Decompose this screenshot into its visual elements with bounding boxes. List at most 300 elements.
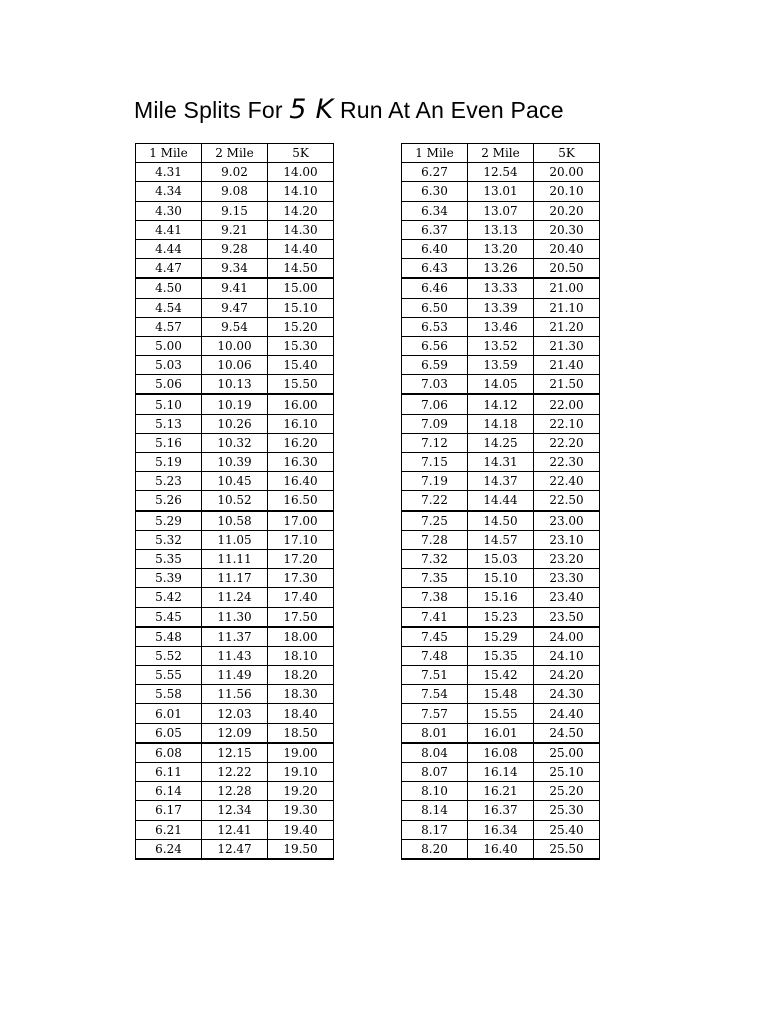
cell-5k: 14.50 <box>268 259 334 279</box>
cell-1-mile: 6.27 <box>402 163 468 182</box>
page-title <box>134 94 564 125</box>
cell-1-mile: 4.30 <box>136 201 202 220</box>
table-row <box>136 646 334 665</box>
table-row <box>402 394 600 414</box>
cell-2-mile: 10.06 <box>202 356 268 375</box>
table-row <box>136 239 334 258</box>
table-row <box>402 278 600 298</box>
cell-1-mile: 5.13 <box>136 414 202 433</box>
cell-1-mile: 7.51 <box>402 666 468 685</box>
table-row <box>136 472 334 491</box>
cell-2-mile: 13.46 <box>468 317 534 336</box>
cell-2-mile: 11.43 <box>202 646 268 665</box>
cell-5k: 23.10 <box>534 530 600 549</box>
cell-2-mile: 9.28 <box>202 239 268 258</box>
splits-table-left <box>135 143 334 860</box>
cell-2-mile: 10.45 <box>202 472 268 491</box>
cell-1-mile: 8.14 <box>402 801 468 820</box>
table-row <box>136 414 334 433</box>
cell-5k: 16.10 <box>268 414 334 433</box>
cell-2-mile: 13.59 <box>468 356 534 375</box>
cell-2-mile: 15.42 <box>468 666 534 685</box>
cell-5k: 22.10 <box>534 414 600 433</box>
cell-1-mile: 7.38 <box>402 588 468 607</box>
cell-2-mile: 15.35 <box>468 646 534 665</box>
table-row <box>136 259 334 279</box>
cell-1-mile: 5.52 <box>136 646 202 665</box>
cell-5k: 24.40 <box>534 704 600 723</box>
cell-1-mile: 6.05 <box>136 723 202 743</box>
cell-1-mile: 7.19 <box>402 472 468 491</box>
cell-5k: 18.10 <box>268 646 334 665</box>
table-row <box>402 801 600 820</box>
cell-1-mile: 6.46 <box>402 278 468 298</box>
cell-5k: 20.50 <box>534 259 600 279</box>
cell-5k: 25.30 <box>534 801 600 820</box>
cell-2-mile: 10.58 <box>202 511 268 531</box>
cell-1-mile: 4.41 <box>136 220 202 239</box>
table-row <box>402 549 600 568</box>
table-row <box>136 317 334 336</box>
cell-5k: 14.20 <box>268 201 334 220</box>
title-prefix: Mile Splits For <box>134 97 283 123</box>
cell-1-mile: 5.39 <box>136 569 202 588</box>
cell-1-mile: 4.50 <box>136 278 202 298</box>
cell-1-mile: 7.54 <box>402 685 468 704</box>
cell-2-mile: 16.34 <box>468 820 534 839</box>
cell-5k: 24.20 <box>534 666 600 685</box>
cell-1-mile: 6.30 <box>402 182 468 201</box>
cell-2-mile: 9.34 <box>202 259 268 279</box>
cell-5k: 23.50 <box>534 607 600 627</box>
cell-1-mile: 5.48 <box>136 627 202 647</box>
cell-2-mile: 11.56 <box>202 685 268 704</box>
cell-5k: 21.40 <box>534 356 600 375</box>
table-row <box>136 433 334 452</box>
cell-5k: 14.00 <box>268 163 334 182</box>
cell-1-mile: 5.45 <box>136 607 202 627</box>
cell-5k: 25.10 <box>534 763 600 782</box>
table-row <box>136 375 334 395</box>
cell-2-mile: 10.00 <box>202 336 268 355</box>
cell-1-mile: 7.28 <box>402 530 468 549</box>
cell-2-mile: 13.07 <box>468 201 534 220</box>
cell-2-mile: 15.03 <box>468 549 534 568</box>
cell-1-mile: 5.00 <box>136 336 202 355</box>
cell-2-mile: 13.01 <box>468 182 534 201</box>
cell-5k: 14.30 <box>268 220 334 239</box>
column-header-5k: 5K <box>268 144 334 163</box>
cell-5k: 21.50 <box>534 375 600 395</box>
cell-2-mile: 16.08 <box>468 743 534 763</box>
cell-5k: 16.50 <box>268 491 334 511</box>
table-row <box>136 453 334 472</box>
cell-2-mile: 11.49 <box>202 666 268 685</box>
cell-2-mile: 16.37 <box>468 801 534 820</box>
cell-5k: 18.40 <box>268 704 334 723</box>
cell-2-mile: 10.13 <box>202 375 268 395</box>
table-row <box>136 723 334 743</box>
cell-1-mile: 6.34 <box>402 201 468 220</box>
cell-5k: 18.00 <box>268 627 334 647</box>
cell-1-mile: 5.29 <box>136 511 202 531</box>
cell-2-mile: 15.10 <box>468 569 534 588</box>
table-row <box>402 607 600 627</box>
cell-2-mile: 9.47 <box>202 298 268 317</box>
cell-1-mile: 6.59 <box>402 356 468 375</box>
table-row <box>402 163 600 182</box>
cell-5k: 17.00 <box>268 511 334 531</box>
cell-1-mile: 6.40 <box>402 239 468 258</box>
cell-2-mile: 16.01 <box>468 723 534 743</box>
cell-1-mile: 7.09 <box>402 414 468 433</box>
table-row <box>136 569 334 588</box>
cell-1-mile: 4.57 <box>136 317 202 336</box>
cell-5k: 23.30 <box>534 569 600 588</box>
cell-5k: 23.00 <box>534 511 600 531</box>
cell-2-mile: 13.20 <box>468 239 534 258</box>
cell-5k: 15.10 <box>268 298 334 317</box>
cell-2-mile: 13.26 <box>468 259 534 279</box>
cell-5k: 22.50 <box>534 491 600 511</box>
table-row <box>136 839 334 859</box>
table-row <box>402 646 600 665</box>
cell-1-mile: 4.34 <box>136 182 202 201</box>
table-row <box>402 375 600 395</box>
cell-1-mile: 7.03 <box>402 375 468 395</box>
table-header-row <box>402 144 600 163</box>
cell-1-mile: 7.15 <box>402 453 468 472</box>
cell-2-mile: 16.40 <box>468 839 534 859</box>
cell-1-mile: 6.21 <box>136 820 202 839</box>
table-row <box>136 607 334 627</box>
cell-2-mile: 11.37 <box>202 627 268 647</box>
cell-2-mile: 14.12 <box>468 394 534 414</box>
cell-5k: 15.20 <box>268 317 334 336</box>
cell-5k: 16.00 <box>268 394 334 414</box>
cell-1-mile: 6.14 <box>136 782 202 801</box>
cell-1-mile: 6.50 <box>402 298 468 317</box>
table-row <box>402 491 600 511</box>
cell-1-mile: 4.54 <box>136 298 202 317</box>
cell-1-mile: 4.44 <box>136 239 202 258</box>
column-header-2-mile: 2 Mile <box>468 144 534 163</box>
cell-1-mile: 4.47 <box>136 259 202 279</box>
cell-2-mile: 15.23 <box>468 607 534 627</box>
cell-2-mile: 9.21 <box>202 220 268 239</box>
cell-1-mile: 8.20 <box>402 839 468 859</box>
cell-5k: 18.20 <box>268 666 334 685</box>
cell-5k: 19.40 <box>268 820 334 839</box>
cell-5k: 16.30 <box>268 453 334 472</box>
cell-5k: 24.10 <box>534 646 600 665</box>
cell-2-mile: 14.50 <box>468 511 534 531</box>
table-row <box>402 763 600 782</box>
table-row <box>136 530 334 549</box>
table-row <box>402 704 600 723</box>
cell-5k: 18.50 <box>268 723 334 743</box>
cell-2-mile: 13.13 <box>468 220 534 239</box>
table-row <box>136 201 334 220</box>
cell-2-mile: 13.33 <box>468 278 534 298</box>
cell-2-mile: 15.16 <box>468 588 534 607</box>
table-row <box>136 511 334 531</box>
splits-table-right <box>401 143 600 860</box>
cell-2-mile: 9.02 <box>202 163 268 182</box>
cell-1-mile: 6.01 <box>136 704 202 723</box>
table-row <box>402 530 600 549</box>
table-row <box>402 336 600 355</box>
title-distance: 5 K <box>289 94 334 125</box>
cell-1-mile: 5.58 <box>136 685 202 704</box>
table-row <box>136 627 334 647</box>
cell-1-mile: 5.26 <box>136 491 202 511</box>
cell-5k: 19.50 <box>268 839 334 859</box>
cell-5k: 24.00 <box>534 627 600 647</box>
cell-5k: 17.20 <box>268 549 334 568</box>
cell-2-mile: 9.54 <box>202 317 268 336</box>
cell-1-mile: 5.32 <box>136 530 202 549</box>
cell-1-mile: 6.53 <box>402 317 468 336</box>
cell-2-mile: 10.26 <box>202 414 268 433</box>
cell-5k: 24.30 <box>534 685 600 704</box>
cell-2-mile: 12.09 <box>202 723 268 743</box>
table-row <box>402 182 600 201</box>
cell-2-mile: 10.52 <box>202 491 268 511</box>
column-header-5k: 5K <box>534 144 600 163</box>
table-row <box>402 239 600 258</box>
table-row <box>136 588 334 607</box>
cell-1-mile: 7.06 <box>402 394 468 414</box>
cell-5k: 14.40 <box>268 239 334 258</box>
table-row <box>402 685 600 704</box>
table-row <box>402 433 600 452</box>
cell-2-mile: 14.05 <box>468 375 534 395</box>
table-row <box>136 782 334 801</box>
table-row <box>402 220 600 239</box>
cell-2-mile: 16.14 <box>468 763 534 782</box>
table-row <box>136 704 334 723</box>
table-row <box>402 782 600 801</box>
table-row <box>136 278 334 298</box>
cell-2-mile: 10.32 <box>202 433 268 452</box>
table-row <box>136 801 334 820</box>
table-row <box>136 666 334 685</box>
cell-2-mile: 9.41 <box>202 278 268 298</box>
cell-1-mile: 5.19 <box>136 453 202 472</box>
cell-2-mile: 12.28 <box>202 782 268 801</box>
cell-5k: 20.20 <box>534 201 600 220</box>
cell-1-mile: 6.24 <box>136 839 202 859</box>
table-row <box>402 588 600 607</box>
cell-2-mile: 12.34 <box>202 801 268 820</box>
title-suffix: Run At An Even Pace <box>339 97 564 123</box>
cell-1-mile: 5.16 <box>136 433 202 452</box>
cell-2-mile: 11.05 <box>202 530 268 549</box>
cell-1-mile: 6.37 <box>402 220 468 239</box>
cell-5k: 21.30 <box>534 336 600 355</box>
cell-5k: 21.00 <box>534 278 600 298</box>
cell-5k: 17.40 <box>268 588 334 607</box>
table-row <box>402 317 600 336</box>
cell-2-mile: 13.39 <box>468 298 534 317</box>
table-row <box>136 298 334 317</box>
table-row <box>136 394 334 414</box>
column-header-2-mile: 2 Mile <box>202 144 268 163</box>
cell-5k: 15.30 <box>268 336 334 355</box>
cell-1-mile: 7.35 <box>402 569 468 588</box>
table-row <box>402 453 600 472</box>
cell-5k: 15.40 <box>268 356 334 375</box>
cell-1-mile: 6.56 <box>402 336 468 355</box>
table-row <box>402 723 600 743</box>
cell-1-mile: 7.45 <box>402 627 468 647</box>
cell-1-mile: 8.07 <box>402 763 468 782</box>
cell-2-mile: 9.15 <box>202 201 268 220</box>
table-row <box>402 472 600 491</box>
table-row <box>136 685 334 704</box>
cell-2-mile: 14.57 <box>468 530 534 549</box>
cell-2-mile: 14.37 <box>468 472 534 491</box>
table-row <box>402 820 600 839</box>
cell-5k: 25.20 <box>534 782 600 801</box>
cell-2-mile: 10.39 <box>202 453 268 472</box>
cell-2-mile: 15.29 <box>468 627 534 647</box>
cell-2-mile: 14.44 <box>468 491 534 511</box>
table-row <box>402 666 600 685</box>
table-header-row <box>136 144 334 163</box>
cell-1-mile: 4.31 <box>136 163 202 182</box>
table-row <box>402 259 600 279</box>
cell-1-mile: 8.01 <box>402 723 468 743</box>
cell-2-mile: 11.30 <box>202 607 268 627</box>
table-row <box>136 820 334 839</box>
cell-5k: 15.00 <box>268 278 334 298</box>
table-row <box>136 163 334 182</box>
table-row <box>402 569 600 588</box>
table-row <box>136 491 334 511</box>
table-row <box>402 511 600 531</box>
cell-1-mile: 8.17 <box>402 820 468 839</box>
table-row <box>402 201 600 220</box>
cell-5k: 15.50 <box>268 375 334 395</box>
cell-5k: 23.40 <box>534 588 600 607</box>
cell-5k: 24.50 <box>534 723 600 743</box>
table-row <box>402 839 600 859</box>
cell-5k: 20.40 <box>534 239 600 258</box>
table-row <box>136 220 334 239</box>
cell-5k: 22.40 <box>534 472 600 491</box>
cell-1-mile: 5.10 <box>136 394 202 414</box>
table-row <box>136 336 334 355</box>
table-row <box>402 743 600 763</box>
cell-5k: 22.00 <box>534 394 600 414</box>
cell-2-mile: 16.21 <box>468 782 534 801</box>
cell-5k: 25.40 <box>534 820 600 839</box>
cell-2-mile: 15.55 <box>468 704 534 723</box>
table-row <box>136 356 334 375</box>
table-row <box>136 549 334 568</box>
cell-5k: 18.30 <box>268 685 334 704</box>
cell-2-mile: 13.52 <box>468 336 534 355</box>
cell-2-mile: 12.15 <box>202 743 268 763</box>
cell-2-mile: 12.54 <box>468 163 534 182</box>
cell-5k: 25.00 <box>534 743 600 763</box>
cell-1-mile: 8.04 <box>402 743 468 763</box>
cell-2-mile: 12.41 <box>202 820 268 839</box>
column-header-1-mile: 1 Mile <box>402 144 468 163</box>
cell-5k: 19.20 <box>268 782 334 801</box>
cell-5k: 14.10 <box>268 182 334 201</box>
cell-1-mile: 7.57 <box>402 704 468 723</box>
cell-5k: 22.30 <box>534 453 600 472</box>
cell-5k: 19.00 <box>268 743 334 763</box>
cell-1-mile: 6.08 <box>136 743 202 763</box>
cell-5k: 20.30 <box>534 220 600 239</box>
table-row <box>402 414 600 433</box>
table-row <box>136 743 334 763</box>
cell-5k: 17.50 <box>268 607 334 627</box>
cell-2-mile: 14.25 <box>468 433 534 452</box>
cell-5k: 16.40 <box>268 472 334 491</box>
cell-5k: 16.20 <box>268 433 334 452</box>
cell-1-mile: 5.23 <box>136 472 202 491</box>
cell-5k: 22.20 <box>534 433 600 452</box>
cell-1-mile: 6.17 <box>136 801 202 820</box>
cell-1-mile: 7.32 <box>402 549 468 568</box>
column-header-1-mile: 1 Mile <box>136 144 202 163</box>
cell-2-mile: 10.19 <box>202 394 268 414</box>
cell-1-mile: 5.06 <box>136 375 202 395</box>
cell-5k: 17.10 <box>268 530 334 549</box>
cell-1-mile: 5.03 <box>136 356 202 375</box>
cell-2-mile: 12.22 <box>202 763 268 782</box>
cell-1-mile: 6.43 <box>402 259 468 279</box>
cell-5k: 19.30 <box>268 801 334 820</box>
splits-table-left-body <box>136 163 334 859</box>
cell-1-mile: 7.48 <box>402 646 468 665</box>
cell-5k: 19.10 <box>268 763 334 782</box>
cell-2-mile: 14.18 <box>468 414 534 433</box>
cell-1-mile: 5.42 <box>136 588 202 607</box>
cell-1-mile: 7.22 <box>402 491 468 511</box>
cell-5k: 17.30 <box>268 569 334 588</box>
cell-2-mile: 15.48 <box>468 685 534 704</box>
cell-5k: 20.00 <box>534 163 600 182</box>
cell-5k: 21.20 <box>534 317 600 336</box>
table-row <box>402 298 600 317</box>
table-row <box>402 356 600 375</box>
cell-2-mile: 12.47 <box>202 839 268 859</box>
cell-1-mile: 7.25 <box>402 511 468 531</box>
table-row <box>402 627 600 647</box>
cell-2-mile: 12.03 <box>202 704 268 723</box>
cell-2-mile: 11.24 <box>202 588 268 607</box>
cell-2-mile: 11.17 <box>202 569 268 588</box>
cell-1-mile: 6.11 <box>136 763 202 782</box>
cell-1-mile: 5.55 <box>136 666 202 685</box>
table-row <box>136 182 334 201</box>
cell-1-mile: 8.10 <box>402 782 468 801</box>
cell-5k: 23.20 <box>534 549 600 568</box>
cell-1-mile: 7.41 <box>402 607 468 627</box>
cell-2-mile: 14.31 <box>468 453 534 472</box>
cell-5k: 21.10 <box>534 298 600 317</box>
table-row <box>136 763 334 782</box>
cell-2-mile: 11.11 <box>202 549 268 568</box>
splits-table-right-body <box>402 163 600 859</box>
cell-5k: 20.10 <box>534 182 600 201</box>
